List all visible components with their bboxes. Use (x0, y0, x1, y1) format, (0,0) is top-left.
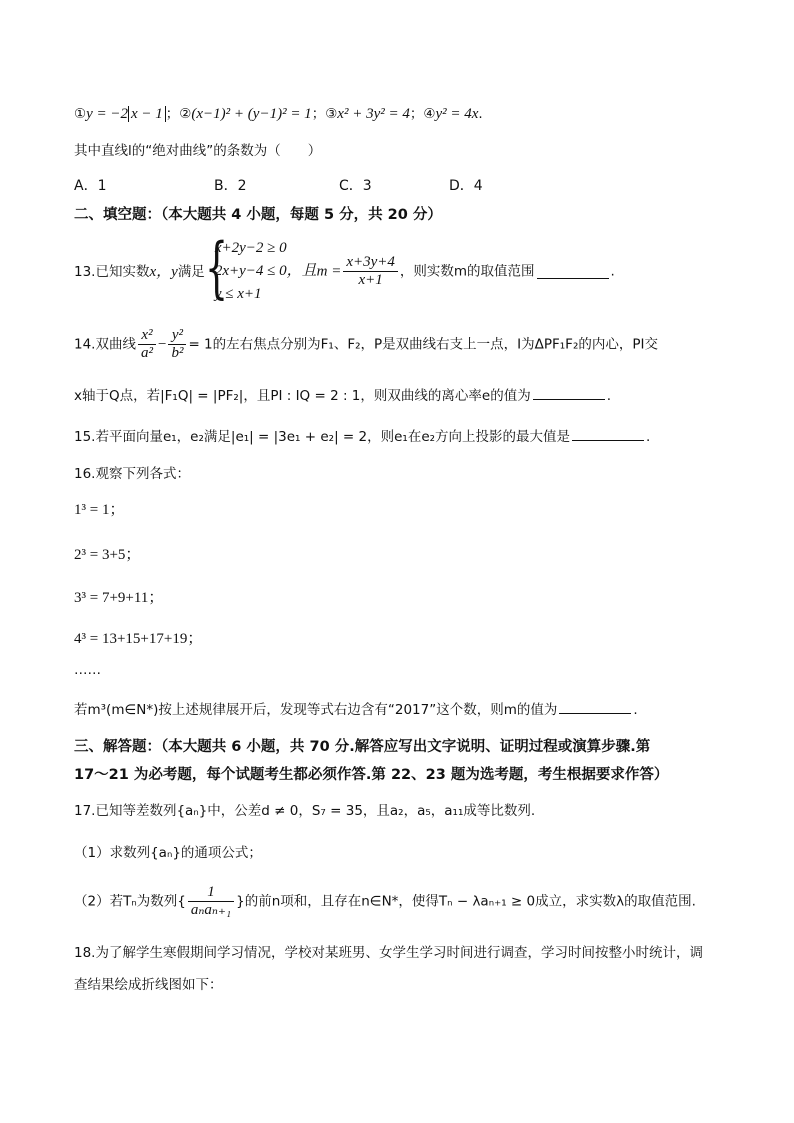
question-17-part2 (74, 884, 696, 919)
question-15 (74, 426, 650, 447)
marker-4: ④ (423, 106, 436, 122)
q14-prefix: 14.双曲线 (74, 336, 136, 353)
inequality-3: y ≤ x+1 (214, 286, 262, 302)
question-18-line2: 查结果绘成折线图如下： (74, 977, 223, 993)
q17-p2-prefix: （2）若Tₙ为数列{ (74, 893, 186, 910)
fraction-denominator: x+1 (358, 272, 383, 288)
pattern-row: 1³ = 1； (74, 502, 125, 518)
section-heading-fill-in: 二、填空题：（本大题共 4 小题，每题 5 分，共 20 分） (74, 207, 442, 223)
curve-list-line (74, 104, 483, 124)
question-17-part1: （1）求数列{aₙ}的通项公式； (74, 845, 262, 861)
question-stem: 其中直线l的“绝对曲线”的条数为（ ） (74, 143, 322, 159)
period: . (610, 263, 615, 280)
fraction-denominator: aₙaₙ₊₁ (190, 902, 232, 918)
q15-text: 15.若平面向量e₁，e₂满足|e₁| = |3e₁ + e₂| = 2，则e₁在e₂方向上投影的最大值是 (74, 429, 571, 445)
fraction-denominator: a² (140, 345, 153, 361)
question-14 (74, 327, 658, 362)
q13-fraction (343, 254, 398, 289)
answer-blank[interactable] (533, 385, 605, 400)
q16-text: 若m³(m∈N*)按上述规律展开后，发现等式右边含有“2017”这个数，则m的值为 (74, 702, 558, 718)
question-13 (74, 229, 615, 306)
curve-1-abs: x − 1 (128, 106, 166, 122)
fraction-denominator: b² (171, 345, 184, 361)
separator: ； (165, 106, 180, 122)
q13-satisfy: 满足 (177, 263, 205, 280)
brace-icon: { (204, 229, 228, 306)
question-18: 18.为了解学生寒假期间学习情况，学校对某班男、女学生学习时间进行调查，学习时间按整小时统计，调 (74, 945, 703, 961)
section-heading-solutions-2: 17～21 为必考题，每个试题考生都必须作答.第 22、23 题为选考题，考生根据要求作答） (74, 767, 669, 783)
q13-vars: x，y (149, 263, 178, 280)
q14-frac-x (138, 327, 156, 362)
option-c: C．3 (339, 178, 372, 194)
marker-2: ② (179, 106, 192, 122)
pattern-row: 3³ = 7+9+11； (74, 590, 164, 606)
fraction-numerator: y² (168, 327, 186, 345)
q13-suffix: ，则实数m的取值范围 (399, 263, 535, 280)
period: . (478, 106, 483, 122)
fraction-numerator: x² (138, 327, 156, 345)
fraction-numerator: x+3y+4 (343, 254, 398, 272)
separator: ； (311, 106, 326, 122)
pattern-row: 4³ = 13+15+17+19； (74, 631, 203, 647)
q14-text: = 1的左右焦点分别为F₁、F₂，P是双曲线右支上一点，I为ΔPF₁F₂的内心，PI交 (188, 336, 658, 353)
question-16-ask (74, 699, 638, 720)
answer-blank[interactable] (559, 699, 631, 714)
q17-p2-suffix: }的前n项和，且存在n∈N*，使得Tₙ − λaₙ₊₁ ≥ 0成立，求实数λ的取值范围. (236, 893, 696, 910)
pattern-row: 2³ = 3+5； (74, 547, 141, 563)
curve-2: (x−1)² + (y−1)² = 1 (191, 106, 312, 122)
separator: ； (409, 106, 424, 122)
option-a: A．1 (74, 178, 107, 194)
curve-1-lhs: y = −2 (86, 106, 129, 122)
period: . (606, 388, 611, 404)
answer-blank[interactable] (572, 426, 644, 441)
answer-blank[interactable] (537, 264, 609, 279)
curve-4: y² = 4x (435, 106, 479, 122)
q17-fraction (188, 884, 234, 919)
question-17: 17.已知等差数列{aₙ}中，公差d ≠ 0，S₇ = 35，且a₂，a₅，a₁₁成等比数列. (74, 803, 536, 819)
ellipsis: …… (74, 662, 101, 678)
period: . (646, 429, 651, 445)
marker-3: ③ (325, 106, 338, 122)
q14-text-2: x轴于Q点，若|F₁Q| = |PF₂|，且PI : IQ = 2 : 1，则双曲线的离心率e的值为 (74, 388, 531, 404)
q13-prefix: 13.已知实数 (74, 263, 150, 280)
option-b: B．2 (214, 178, 247, 194)
curve-3: x² + 3y² = 4 (337, 106, 410, 122)
option-d: D．4 (449, 178, 483, 194)
period: . (633, 702, 638, 718)
fraction-numerator: 1 (188, 884, 234, 902)
inequality-system (204, 229, 317, 306)
q14-frac-y (168, 327, 186, 362)
q13-m-eq: m = (316, 263, 342, 280)
inequality-1: x+2y−2 ≥ 0 (214, 240, 287, 256)
minus-sign: − (157, 336, 167, 353)
inequality-2: 2x+y−4 ≤ 0，且 (214, 263, 317, 279)
question-16-head: 16.观察下列各式： (74, 466, 190, 482)
question-14-line2 (74, 385, 611, 406)
marker-1: ① (74, 106, 87, 122)
section-heading-solutions: 三、解答题：（本大题共 6 小题，共 70 分.解答应写出文字说明、证明过程或演算步骤.第 (74, 739, 651, 755)
